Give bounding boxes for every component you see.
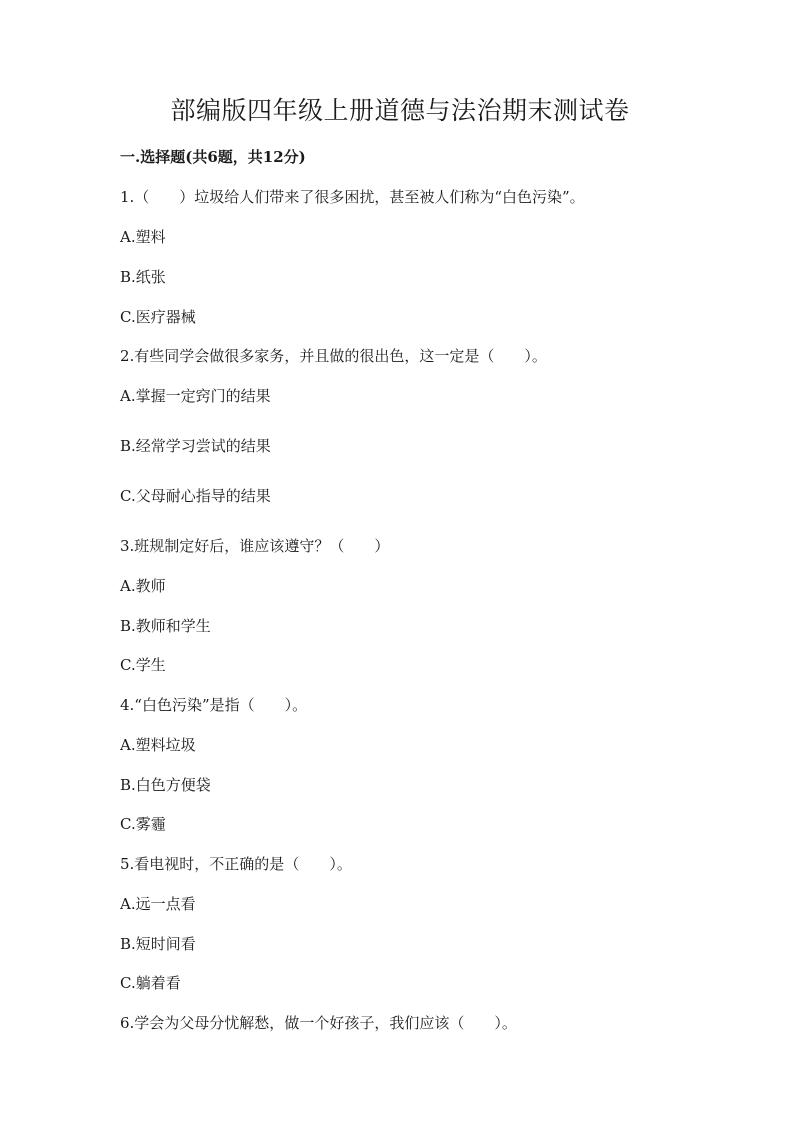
question-1-option-b: B.纸张 xyxy=(120,268,166,286)
question-4-option-a: A.塑料垃圾 xyxy=(120,736,196,754)
question-4-option-c: C.雾霾 xyxy=(120,815,166,833)
question-2-option-b: B.经常学习尝试的结果 xyxy=(120,437,271,455)
page-title: 部编版四年级上册道德与法治期末测试卷 xyxy=(170,96,630,125)
question-3-option-a: A.教师 xyxy=(120,577,166,595)
question-5-option-c: C.躺着看 xyxy=(120,974,181,992)
question-2-option-a: A.掌握一定窍门的结果 xyxy=(120,387,271,405)
question-stem-1: 1.（ ）垃圾给人们带来了很多困扰，甚至被人们称为“白色污染”。 xyxy=(120,188,585,206)
question-2-option-c: C.父母耐心指导的结果 xyxy=(120,487,271,505)
question-stem-5: 5.看电视时，不正确的是（ ）。 xyxy=(120,855,352,873)
question-5-option-a: A.远一点看 xyxy=(120,895,196,913)
question-3-option-b: B.教师和学生 xyxy=(120,617,211,635)
question-1-option-a: A.塑料 xyxy=(120,228,166,246)
question-3-option-c: C.学生 xyxy=(120,656,166,674)
question-stem-4: 4.“白色污染”是指（ ）。 xyxy=(120,696,308,714)
question-stem-2: 2.有些同学会做很多家务，并且做的很出色，这一定是（ ）。 xyxy=(120,347,547,365)
question-4-option-b: B.白色方便袋 xyxy=(120,776,211,794)
question-stem-6: 6.学会为父母分忧解愁，做一个好孩子，我们应该（ ）。 xyxy=(120,1014,517,1032)
question-1-option-c: C.医疗器械 xyxy=(120,308,196,326)
question-stem-3: 3.班规制定好后，谁应该遵守？（ ） xyxy=(120,537,390,555)
section-heading: 一.选择题(共6题，共12分) xyxy=(120,148,306,166)
question-5-option-b: B.短时间看 xyxy=(120,935,196,953)
